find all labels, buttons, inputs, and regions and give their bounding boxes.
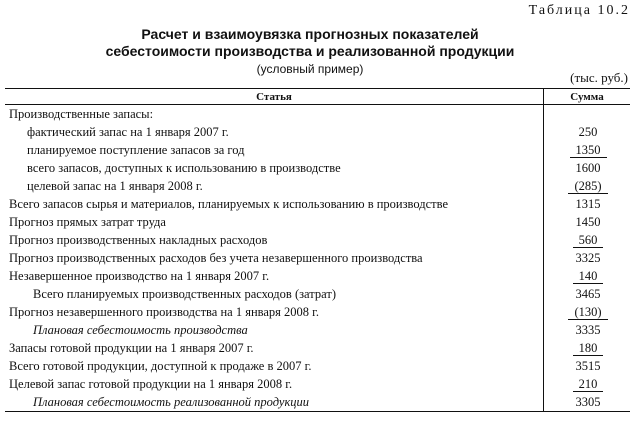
row-value: 1350 <box>544 141 631 159</box>
row-value: 3465 <box>544 285 631 303</box>
units-label: (тыс. руб.) <box>570 70 628 85</box>
row-value: 3515 <box>544 357 631 375</box>
table-row <box>5 105 630 124</box>
table-row <box>5 231 630 249</box>
row-value: 3305 <box>544 393 631 412</box>
table-row <box>5 357 630 375</box>
table-row <box>5 285 630 303</box>
column-header-sum: Сумма <box>544 89 631 105</box>
table-number: Таблица 10.2 <box>528 3 630 18</box>
row-label: всего запасов, доступных к использованию в производстве <box>27 160 341 175</box>
table-row <box>5 213 630 231</box>
row-label: Всего планируемых производственных расходов (затрат) <box>33 286 336 301</box>
row-label: планируемое поступление запасов за год <box>27 142 245 157</box>
row-label: Прогноз незавершенного производства на 1 января 2008 г. <box>9 304 320 319</box>
table-row <box>5 303 630 321</box>
row-value: 1315 <box>544 195 631 213</box>
table-row <box>5 141 630 159</box>
row-label: Прогноз производственных расходов без учета незавершенного производства <box>9 250 423 265</box>
row-value: 1600 <box>544 159 631 177</box>
row-value: 3335 <box>544 321 631 339</box>
row-label: целевой запас на 1 января 2008 г. <box>27 178 203 193</box>
row-value: (285) <box>544 177 631 195</box>
row-value: 140 <box>544 267 631 285</box>
table-row <box>5 393 630 412</box>
table-header-row <box>5 89 630 105</box>
row-value: 210 <box>544 375 631 393</box>
table-row <box>5 249 630 267</box>
row-label: Плановая себестоимость производства <box>33 322 248 337</box>
table-row <box>5 123 630 141</box>
title-line-2: себестоимости производства и реализованной продукции <box>105 43 515 59</box>
row-label: Прогноз производственных накладных расходов <box>9 232 268 247</box>
row-value: 560 <box>544 231 631 249</box>
table-row <box>5 339 630 357</box>
cost-forecast-table <box>5 88 630 412</box>
row-value: (130) <box>544 303 631 321</box>
row-value: 180 <box>544 339 631 357</box>
table-row <box>5 177 630 195</box>
row-label: фактический запас на 1 января 2007 г. <box>27 124 229 139</box>
title-line-1: Расчет и взаимоувязка прогнозных показателей <box>141 26 479 42</box>
row-value: 3325 <box>544 249 631 267</box>
table-row <box>5 375 630 393</box>
row-label: Всего запасов сырья и материалов, планируемых к использованию в производстве <box>9 196 448 211</box>
row-value: 1450 <box>544 213 631 231</box>
row-label: Прогноз прямых затрат труда <box>9 214 166 229</box>
table-row <box>5 321 630 339</box>
subtitle: (условный пример) <box>256 62 364 76</box>
column-header-item: Статья <box>5 89 544 105</box>
table-row <box>5 195 630 213</box>
row-label: Запасы готовой продукции на 1 января 2007 г. <box>9 340 254 355</box>
row-label: Производственные запасы: <box>9 106 154 121</box>
row-label: Незавершенное производство на 1 января 2007 г. <box>9 268 270 283</box>
table-row <box>5 267 630 285</box>
row-value: 250 <box>544 123 631 141</box>
row-label: Плановая себестоимость реализованной продукции <box>5 393 544 412</box>
row-label: Целевой запас готовой продукции на 1 января 2008 г. <box>9 376 293 391</box>
row-label: Всего готовой продукции, доступной к продаже в 2007 г. <box>9 358 312 373</box>
row-value <box>544 105 631 124</box>
table-row <box>5 159 630 177</box>
